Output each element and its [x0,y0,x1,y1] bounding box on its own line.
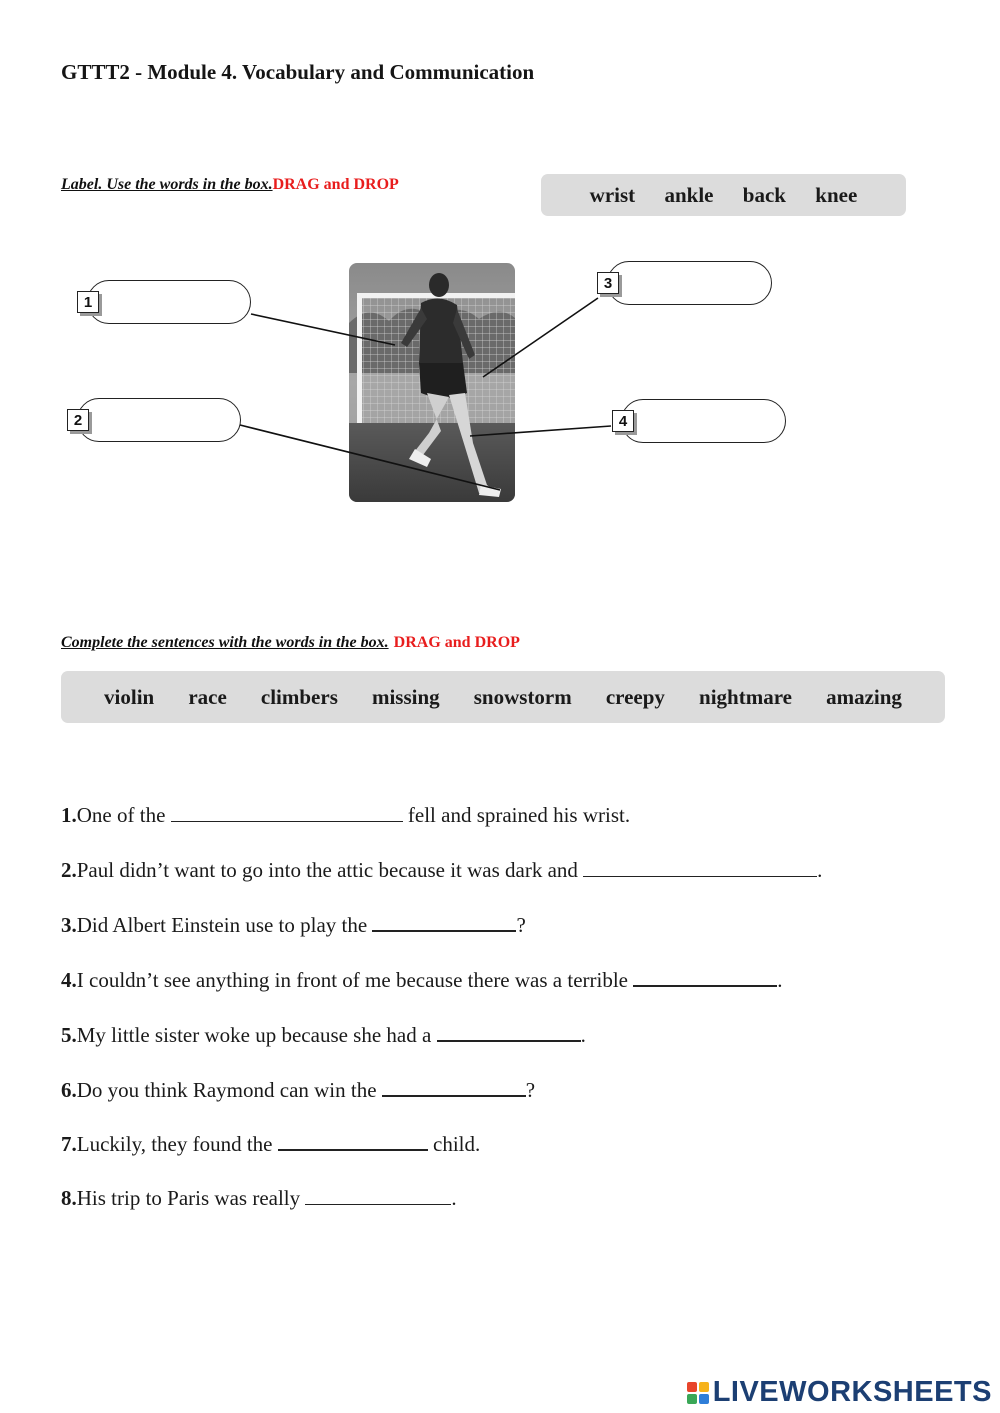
sentence-4 [61,967,783,993]
sentence-number: 8. [61,1186,77,1210]
answer-blank-1[interactable] [171,803,403,822]
sentence-text: Luckily, they found the [76,1132,278,1156]
sentence-3 [61,912,526,938]
sentence-text: His trip to Paris was really [76,1186,306,1210]
label-number-3: 3 [597,272,619,294]
draggable-word[interactable]: wrist [589,182,636,207]
sentence-text: . [817,858,823,882]
sentence-text: . [580,1023,586,1047]
sentence-text: My little sister woke up because she had a [76,1023,437,1047]
draggable-word[interactable]: climbers [260,684,338,709]
liveworksheets-logo [687,1376,992,1409]
section2-instruction: Complete the sentences with the words in the box. [61,634,389,651]
sentence-text: ? [516,913,526,937]
sentence-number: 5. [61,1023,77,1047]
sentence-text: Paul didn’t want to go into the attic because it was dark and [76,858,584,882]
section2-drag-drop-label: DRAG and DROP [393,634,520,651]
section2-instruction-line [61,632,520,652]
sentence-number: 2. [61,858,77,882]
sentence-text: child. [427,1132,481,1156]
draggable-word[interactable]: missing [371,684,440,709]
sentence-number: 1. [61,803,77,827]
draggable-word[interactable]: race [188,684,227,709]
section1-drag-drop-label: DRAG and DROP [272,176,399,193]
logo-text: LIVEWORKSHEETS [712,1376,992,1408]
label-number-4: 4 [612,410,634,432]
section1-instruction: Label. Use the words in the box. [61,176,273,193]
answer-blank-8[interactable] [305,1186,451,1205]
sentence-8 [61,1186,457,1211]
answer-blank-2[interactable] [583,858,817,877]
label-answer-box-2[interactable] [77,398,241,442]
draggable-word[interactable]: amazing [826,684,902,709]
draggable-word[interactable]: snowstorm [473,684,572,709]
sentence-text: ? [525,1078,536,1102]
label-answer-box-3[interactable] [607,261,772,305]
sentence-text: . [451,1186,457,1210]
sentence-text: Did Albert Einstein use to play the [76,913,373,937]
draggable-word[interactable]: knee [815,182,858,207]
draggable-word[interactable]: back [742,182,786,207]
sentence-1 [61,803,630,828]
answer-blank-6[interactable] [382,1077,526,1097]
draggable-word[interactable]: ankle [664,182,714,207]
answer-blank-5[interactable] [437,1022,581,1042]
sentence-text: . [777,968,783,992]
draggable-word[interactable]: nightmare [699,684,792,709]
label-answer-box-1[interactable] [87,280,251,324]
sentence-text: Do you think Raymond can win the [76,1078,382,1102]
sentence-text: One of the [76,803,171,827]
sentence-5 [61,1022,586,1048]
sentence-number: 3. [61,913,77,937]
sentence-number: 4. [61,968,77,992]
sentence-number: 6. [61,1078,77,1102]
answer-blank-4[interactable] [633,967,777,987]
draggable-word[interactable]: creepy [605,684,665,709]
sentence-number: 7. [61,1132,77,1156]
sentence-2 [61,858,822,883]
page-title: GTTT2 - Module 4. Vocabulary and Communication [61,60,535,84]
word-box-vocabulary [61,671,945,723]
sentence-7 [61,1131,480,1157]
sentence-text: I couldn’t see anything in front of me because there was a terrible [76,968,634,992]
sentence-text: fell and sprained his wrist. [402,803,631,827]
label-answer-box-4[interactable] [621,399,786,443]
sentence-6 [61,1077,535,1103]
liveworksheets-logo-icon [687,1382,709,1404]
label-number-1: 1 [77,291,99,313]
draggable-word[interactable]: violin [104,684,155,709]
answer-blank-7[interactable] [278,1131,428,1151]
answer-blank-3[interactable] [372,912,516,932]
label-number-2: 2 [67,409,89,431]
